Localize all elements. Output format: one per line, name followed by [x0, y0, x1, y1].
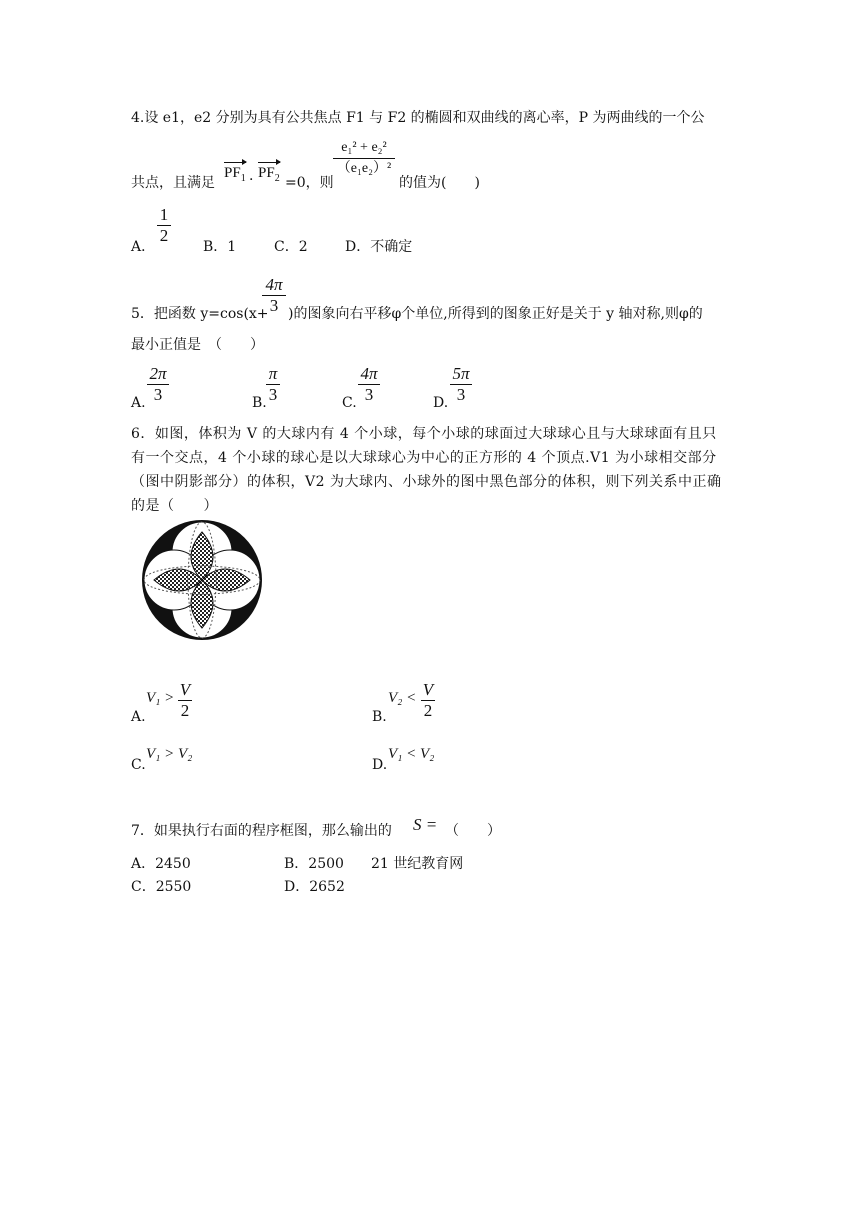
q6-option-a-fraction: V 2: [179, 680, 191, 720]
q6-option-b-fraction: V 2: [422, 680, 434, 720]
q6-option-d-expr: V₁ < V₂: [388, 746, 435, 762]
q6-text: 6．如图，体积为 V 的大球内有 4 个小球，每个小球的球面过大球球心且与大球球面有且只有一个交点，4 个小球的球心是以大球球心为中心的正方形的 4 个顶点.V1 为小球相交部分（图中阴影部分）的体积，V2 为大球内、小球外的图中黑色部分的体积，则下列关系中正确的是（ ）: [131, 426, 722, 514]
q4-option-b: B．1: [203, 239, 237, 255]
q4-option-c: C．2: [274, 239, 308, 255]
q4-fraction: e₁² + e₂² （e₁e₂）²: [333, 138, 395, 179]
q6-option-b-label: B.: [372, 709, 387, 725]
q6-option-a-label: A.: [131, 709, 146, 725]
q5-option-c-label: C.: [342, 395, 357, 411]
q7-option-a: A．2450: [131, 856, 191, 872]
q4-dot: ·: [249, 172, 254, 188]
q7-expr: S =: [413, 815, 438, 834]
q5-fraction: 4π 3: [262, 275, 286, 316]
q4-line2-suffix: 的值为( ): [399, 175, 480, 191]
q7-option-d: D．2652: [284, 879, 345, 895]
q6-option-c-label: C.: [131, 757, 146, 773]
q4-line2-prefix: 共点，且满足: [131, 175, 215, 191]
q7-line-suffix: （ ）: [445, 823, 501, 839]
q7-watermark: 21 世纪教育网: [371, 856, 464, 872]
q5-line1-suffix: )的图象向右平移φ个单位,所得到的图象正好是关于 y 轴对称,则φ的: [288, 306, 703, 322]
q5-option-a-label: A.: [131, 395, 146, 411]
q6-option-a-lhs: V₁ >: [146, 690, 175, 706]
q5-line2: 最小正值是 （ ）: [131, 337, 264, 353]
q5-option-d-fraction: 5π 3: [450, 364, 472, 405]
q5-option-a-fraction: 2π 3: [147, 364, 169, 405]
q4-option-d: D．不确定: [345, 239, 413, 255]
q6-option-d-label: D.: [372, 757, 388, 773]
q6-option-c-expr: V₁ > V₂: [146, 746, 193, 762]
q5-option-b-fraction: π 3: [266, 364, 280, 405]
q7-option-b: B．2500: [284, 856, 344, 872]
q5-option-b-label: B.: [252, 395, 267, 411]
q5-option-d-label: D.: [433, 395, 449, 411]
q4-equals-zero: =0，则: [285, 175, 334, 191]
q4-vector-pf1: $PF_1$: [224, 165, 246, 184]
q7-option-c: C．2550: [131, 879, 192, 895]
q4-line1: 4.设 e1，e2 分别为具有公共焦点 F1 与 F2 的椭圆和双曲线的离心率，P 为两曲线的一个公: [131, 110, 705, 126]
q4-vector-pf2: $PF_2$: [258, 165, 280, 184]
q7-line-prefix: 7．如果执行右面的程序框图，那么输出的: [131, 823, 392, 839]
q4-option-a-fraction: 1 2: [157, 205, 171, 246]
q6-option-b-lhs: V₂ <: [388, 690, 417, 706]
q5-line1-prefix: 5．把函数 y=cos(x+: [131, 306, 269, 322]
q4-option-a-label: A．: [131, 239, 156, 255]
q5-option-c-fraction: 4π 3: [358, 364, 380, 405]
spheres-figure: [140, 518, 264, 642]
